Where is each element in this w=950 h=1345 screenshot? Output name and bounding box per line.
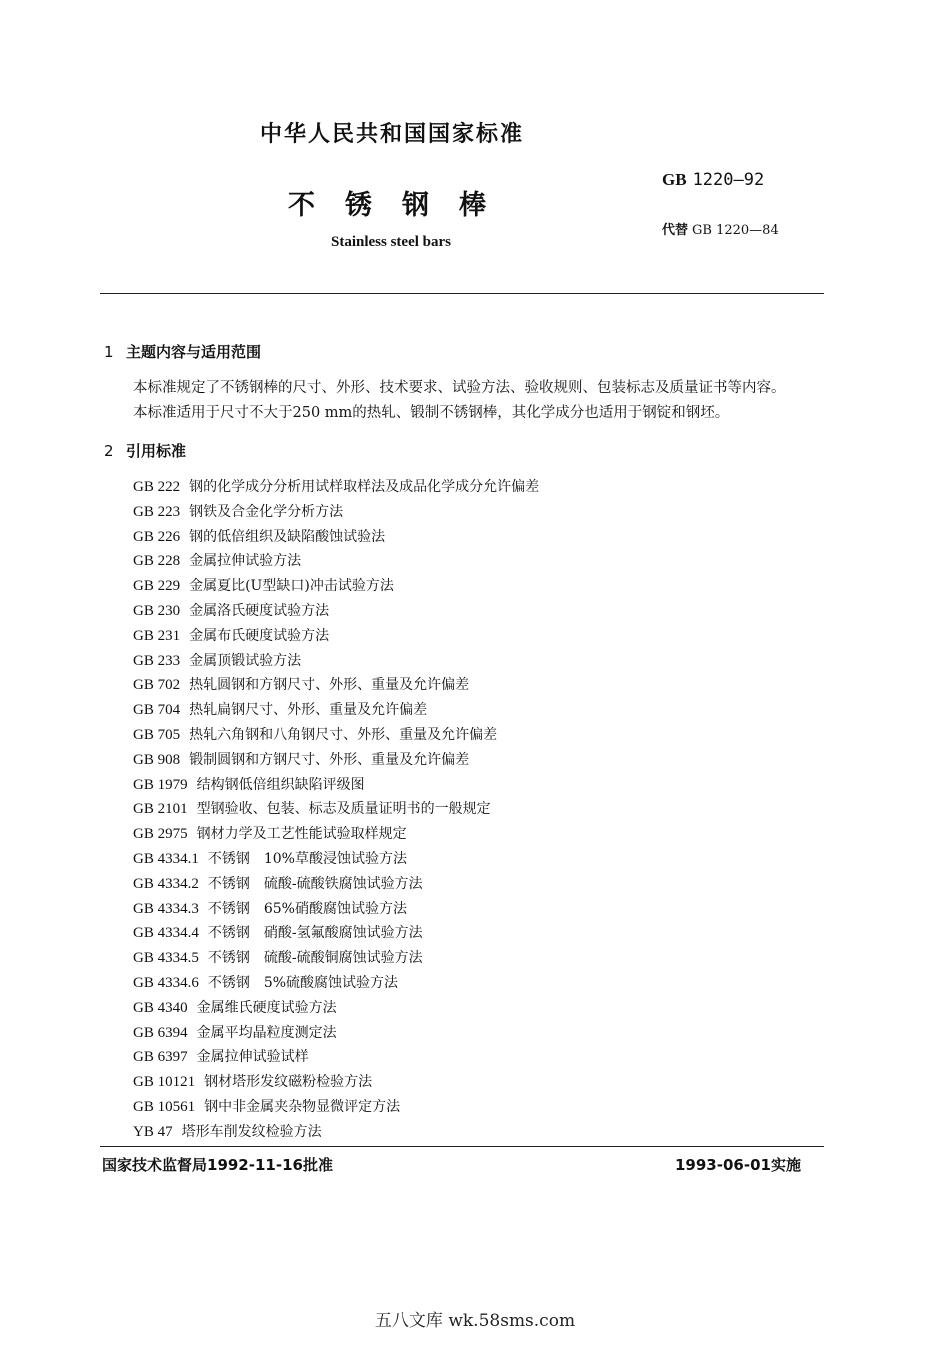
reference-title: 结构钢低倍组织缺陷评级图 <box>196 776 365 793</box>
reference-title: 金属布氏硬度试验方法 <box>189 627 330 644</box>
reference-code: GB 4334.2 <box>133 875 199 892</box>
reference-code: GB 228 <box>133 553 181 570</box>
reference-title: 金属拉伸试验方法 <box>189 553 302 570</box>
reference-code: GB 2975 <box>133 826 188 843</box>
reference-title: 金属维氏硬度试验方法 <box>196 999 337 1016</box>
reference-title: 金属拉伸试验试样 <box>196 1049 309 1066</box>
reference-code: GB 10121 <box>133 1074 196 1091</box>
reference-title: 不锈钢 5%硫酸腐蚀试验方法 <box>207 975 399 991</box>
reference-item <box>133 575 394 595</box>
reference-code: YB 47 <box>133 1123 173 1140</box>
reference-item <box>133 947 423 967</box>
reference-title: 钢的低倍组织及缺陷酸蚀试验法 <box>189 528 386 545</box>
section-title: 主题内容与适用范围 <box>126 343 262 361</box>
replaces-standard <box>662 219 779 238</box>
replaces-label: 代替 <box>662 223 689 238</box>
reference-code: GB 229 <box>133 578 181 595</box>
reference-item <box>133 1046 309 1066</box>
reference-code: GB 4334.4 <box>133 925 199 942</box>
reference-code: GB 4334.1 <box>133 851 199 867</box>
reference-title: 金属夏比(U型缺口)冲击试验方法 <box>189 578 394 595</box>
reference-code: GB 4334.5 <box>133 950 199 967</box>
reference-item <box>133 526 385 546</box>
reference-title: 型钢验收、包装、标志及质量证明书的一般规定 <box>196 801 491 818</box>
reference-title: 热轧扁钢尺寸、外形、重量及允许偏差 <box>189 702 428 719</box>
reference-code: GB 6397 <box>133 1049 188 1066</box>
reference-code: GB 702 <box>133 677 181 694</box>
reference-code: GB 705 <box>133 727 181 743</box>
reference-title: 钢铁及合金化学分析方法 <box>189 503 344 520</box>
reference-title: 不锈钢 10%草酸浸蚀试验方法 <box>207 851 407 867</box>
section-number: 1 <box>104 343 114 361</box>
reference-item <box>133 898 407 918</box>
reference-code: GB 233 <box>133 652 181 669</box>
reference-item <box>133 550 301 570</box>
section-title: 引用标准 <box>126 442 187 460</box>
reference-code: GB 6394 <box>133 1024 188 1041</box>
reference-code: GB 222 <box>133 479 181 495</box>
reference-title: 钢材力学及工艺性能试验取样规定 <box>196 826 407 843</box>
reference-item <box>133 501 343 521</box>
reference-title: 塔形车削发纹检验方法 <box>181 1123 322 1140</box>
reference-code: GB 230 <box>133 603 181 619</box>
reference-item <box>133 650 301 670</box>
reference-code: GB 223 <box>133 503 181 520</box>
reference-title: 不锈钢 65%硝酸腐蚀试验方法 <box>207 900 407 917</box>
standard-prefix: GB <box>662 170 687 189</box>
reference-item <box>133 674 469 694</box>
reference-title: 热轧圆钢和方钢尺寸、外形、重量及允许偏差 <box>189 677 470 694</box>
reference-code: GB 4334.6 <box>133 975 199 991</box>
reference-item <box>133 848 407 868</box>
reference-item <box>133 774 365 794</box>
section-1-heading <box>104 341 261 362</box>
reference-item <box>133 922 423 942</box>
section-2-heading <box>104 440 186 461</box>
reference-title: 钢材塔形发纹磁粉检验方法 <box>204 1074 373 1091</box>
reference-item <box>133 476 539 496</box>
reference-title: 钢中非金属夹杂物显微评定方法 <box>204 1099 401 1115</box>
approval-date: 国家技术监督局1992-11-16批准 <box>102 1156 333 1174</box>
reference-code: GB 10561 <box>133 1099 196 1115</box>
watermark-text: 五八文库 wk.58sms.com <box>374 1311 576 1331</box>
replaces-value: GB 1220—84 <box>692 223 779 238</box>
reference-item <box>133 873 423 893</box>
reference-item <box>133 749 469 769</box>
reference-item <box>133 798 491 818</box>
reference-code: GB 2101 <box>133 801 188 818</box>
reference-title: 不锈钢 硝酸-氢氟酸腐蚀试验方法 <box>207 925 423 942</box>
reference-item <box>133 600 329 620</box>
reference-title: 不锈钢 硫酸-硫酸铜腐蚀试验方法 <box>207 950 423 967</box>
reference-title: 热轧六角钢和八角钢尺寸、外形、重量及允许偏差 <box>189 727 498 743</box>
reference-item <box>133 997 337 1017</box>
reference-code: GB 226 <box>133 528 181 545</box>
reference-code: GB 908 <box>133 751 181 768</box>
scope-paragraph-1: 本标准规定了不锈钢棒的尺寸、外形、技术要求、试验方法、验收规则、包装标志及质量证书等内容。 <box>133 380 786 396</box>
reference-item <box>133 1022 337 1042</box>
reference-title: 金属平均晶粒度测定法 <box>196 1024 337 1041</box>
document-title-english: Stainless steel bars <box>331 234 451 250</box>
reference-title: 金属顶锻试验方法 <box>189 652 302 669</box>
reference-item <box>133 724 497 744</box>
reference-title: 不锈钢 硫酸-硫酸铁腐蚀试验方法 <box>207 875 423 892</box>
reference-title: 钢的化学成分分析用试样取样法及成品化学成分允许偏差 <box>189 479 540 495</box>
reference-code: GB 4340 <box>133 999 188 1016</box>
reference-title: 金属洛氏硬度试验方法 <box>189 603 330 619</box>
reference-code: GB 4334.3 <box>133 900 199 917</box>
reference-item <box>133 1071 372 1091</box>
reference-item <box>133 823 407 843</box>
header-divider <box>100 293 824 294</box>
reference-item <box>133 625 329 645</box>
reference-item <box>133 1096 400 1116</box>
footer-divider <box>100 1146 824 1147</box>
document-title: 不锈钢棒 <box>288 190 516 221</box>
reference-item <box>133 972 398 992</box>
reference-item <box>133 1121 322 1141</box>
reference-item <box>133 699 427 719</box>
standard-number <box>662 170 764 190</box>
reference-code: GB 1979 <box>133 776 188 793</box>
effective-date: 1993-06-01实施 <box>675 1156 801 1174</box>
standard-code: 1220—92 <box>692 170 765 190</box>
scope-paragraph-2: 本标准适用于尺寸不大于250 mm的热轧、锻制不锈钢棒，其化学成分也适用于钢锭和钢坯。 <box>133 405 730 421</box>
reference-code: GB 704 <box>133 702 181 719</box>
reference-code: GB 231 <box>133 627 181 644</box>
section-number: 2 <box>104 442 114 460</box>
reference-title: 锻制圆钢和方钢尺寸、外形、重量及允许偏差 <box>189 751 470 768</box>
issuing-body-title: 中华人民共和国国家标准 <box>259 122 524 147</box>
